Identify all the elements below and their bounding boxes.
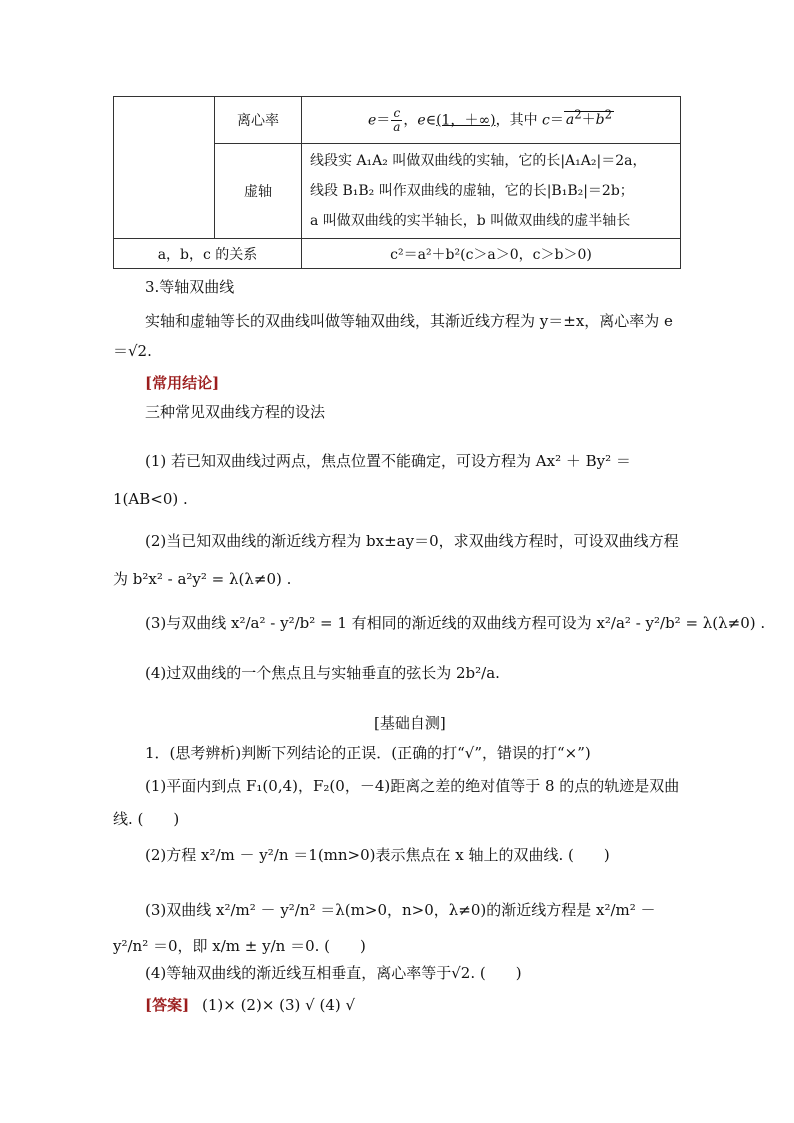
conclusion-item-4: (4)过双曲线的一个焦点且与实轴垂直的弦长为 2b²/a.: [145, 664, 500, 682]
imaginary-axis-label: 虚轴: [215, 144, 302, 239]
self-test-question-1: 1．(思考辨析)判断下列结论的正误．(正确的打“√”，错误的打“×”): [145, 744, 591, 762]
statement-1: (1)平面内到点 F₁(0,4)，F₂(0，－4)距离之差的绝对值等于 8 的点的轨迹是双曲线. ( ): [113, 777, 680, 828]
statement-4: (4)等轴双曲线的渐近线互相垂直，离心率等于√2. ( ): [145, 964, 522, 982]
answer-line: [145, 994, 355, 1015]
statement-3: (3)双曲线 x²/m² － y²/n² ＝λ(m>0，n>0，λ≠0)的渐近线方程是 x²/m² － y²/n² ＝0，即 x/m ± y/n ＝0. ( ): [113, 901, 656, 955]
section3-text: 实轴和虚轴等长的双曲线叫做等轴双曲线，其渐近线方程为 y＝±x，离心率为 e＝√2.: [113, 312, 673, 360]
answer-text: (1)× (2)× (3) √ (4) √: [201, 996, 356, 1014]
answer-tag: [答案]: [145, 996, 190, 1014]
conclusion-item-1: (1) 若已知双曲线过两点，焦点位置不能确定，可设方程为 Ax² ＋ By² ＝ 1(AB<0) .: [113, 452, 631, 508]
imaginary-axis-description: [302, 144, 681, 239]
abc-relation-label: a，b，c 的关系: [114, 239, 302, 269]
eccentricity-label: 离心率: [215, 97, 302, 144]
hyperbola-properties-table: [113, 96, 681, 269]
conclusion-item-2: (2)当已知双曲线的渐近线方程为 bx±ay＝0，求双曲线方程时，可设双曲线方程为 b²x² - a²y² = λ(λ≠0) .: [113, 532, 679, 588]
self-test-heading: [基础自测]: [374, 714, 446, 732]
statement-2: (2)方程 x²/m － y²/n ＝1(mn>0)表示焦点在 x 轴上的双曲线. ( ): [145, 846, 610, 864]
abc-relation-formula: c²＝a²＋b²(c＞a＞0，c＞b＞0): [302, 239, 681, 269]
table-empty-cell: [114, 97, 215, 239]
conclusion-item-3: (3)与双曲线 x²/a² - y²/b² = 1 有相同的渐近线的双曲线方程可设为 x²/a² - y²/b² = λ(λ≠0) .: [145, 614, 766, 632]
common-conclusions-tag: [常用结论]: [145, 374, 220, 392]
imaginary-line-2: 线段 B₁B₂ 叫作双曲线的虚轴，它的长|B₁B₂|＝2b；: [310, 183, 634, 199]
section3-heading: 3.等轴双曲线: [145, 278, 235, 296]
common-conclusions-title: 三种常见双曲线方程的设法: [145, 403, 326, 421]
eccentricity-formula: e＝ $\frac{c}{a}$ ，e∈(1，＋∞)，其中 $c= a^2+b^2$: [302, 97, 681, 144]
imaginary-line-3: a 叫做双曲线的实半轴长，b 叫做双曲线的虚半轴长: [310, 213, 631, 229]
imaginary-line-1: 线段实 A₁A₂ 叫做双曲线的实轴，它的长|A₁A₂|＝2a，: [310, 153, 647, 169]
